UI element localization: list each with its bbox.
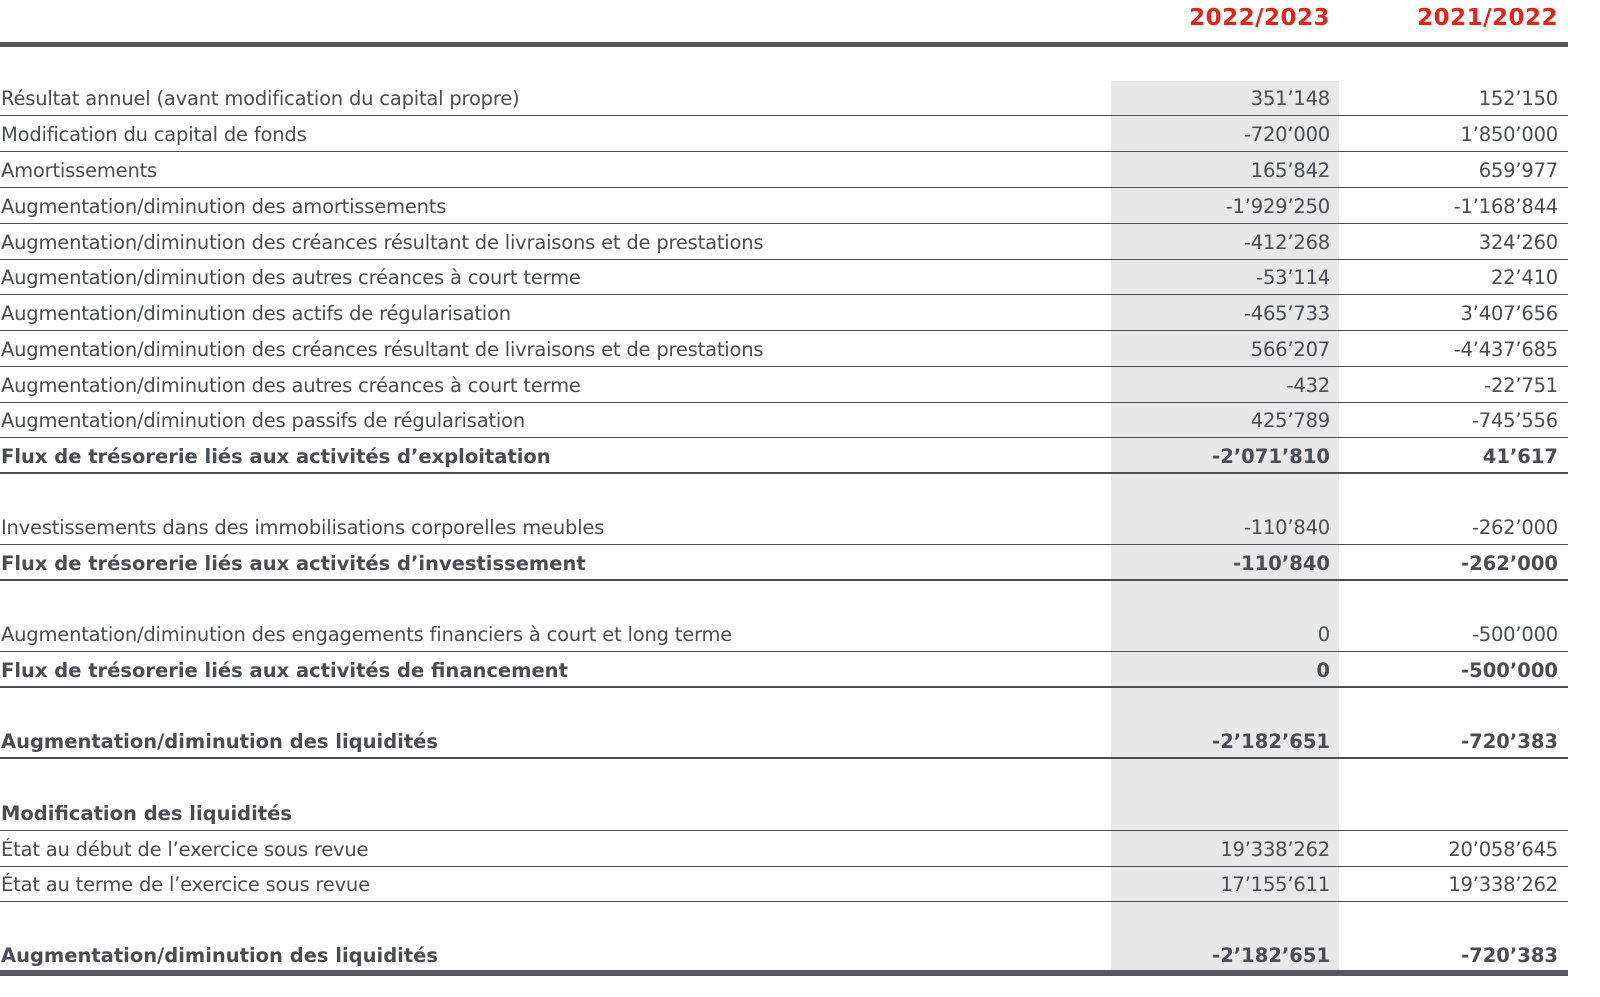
table-row (0, 117, 1568, 152)
value-2022-2023: -465’733 (1243, 302, 1330, 325)
value-2022-2023: 0 (1317, 623, 1330, 646)
table-row (0, 260, 1568, 295)
final-total-row (0, 938, 1568, 973)
row-label: Flux de trésorerie liés aux activités de financement (1, 659, 568, 682)
value-2021-2022: 20’058’645 (1448, 838, 1558, 861)
row-label: Augmentation/diminution des engagements financiers à court et long terme (1, 623, 733, 646)
row-label: Flux de trésorerie liés aux activités d’exploitation (1, 445, 551, 468)
row-label: Amortissements (1, 159, 158, 182)
row-label: Augmentation/diminution des passifs de régularisation (1, 409, 526, 432)
value-2021-2022: -1’168’844 (1453, 195, 1558, 218)
subtotal-row-financing (0, 653, 1568, 688)
table-row (0, 332, 1568, 367)
table-row (0, 296, 1568, 331)
value-2021-2022: -4’437’685 (1453, 338, 1558, 361)
section-heading-row (0, 796, 1568, 831)
value-2021-2022: -262’000 (1471, 516, 1558, 539)
row-label: Augmentation/diminution des créances résultant de livraisons et de prestations (1, 231, 764, 254)
value-2022-2023: -2’182’651 (1212, 944, 1330, 967)
value-2022-2023: -2’182’651 (1212, 730, 1330, 753)
value-2022-2023: 351’148 (1250, 87, 1330, 110)
table-row (0, 867, 1568, 902)
value-2022-2023: 17’155’611 (1220, 873, 1330, 896)
row-label: État au terme de l’exercice sous revue (1, 873, 370, 896)
row-label: Augmentation/diminution des liquidités (1, 730, 438, 753)
column-header-current-year: 2022/2023 (1189, 5, 1330, 31)
subtotal-row-operating (0, 439, 1568, 474)
table-row (0, 403, 1568, 438)
row-label: Flux de trésorerie liés aux activités d’investissement (1, 552, 586, 575)
value-2022-2023: 425’789 (1250, 409, 1330, 432)
value-2021-2022: 41’617 (1482, 445, 1558, 468)
value-2021-2022: 659’977 (1478, 159, 1558, 182)
table-row (0, 189, 1568, 224)
row-label: Augmentation/diminution des liquidités (1, 944, 438, 967)
row-label: Augmentation/diminution des amortissements (1, 195, 447, 218)
value-2022-2023: 0 (1316, 659, 1330, 682)
row-label: État au début de l’exercice sous revue (1, 838, 369, 861)
table-row (0, 832, 1568, 867)
table-row (0, 368, 1568, 403)
table-row (0, 510, 1568, 545)
value-2021-2022: 22’410 (1490, 266, 1558, 289)
value-2022-2023: 566’207 (1250, 338, 1330, 361)
value-2022-2023: -110’840 (1243, 516, 1330, 539)
section-heading: Modification des liquidités (1, 802, 292, 825)
table-row (0, 153, 1568, 188)
value-2021-2022: -262’000 (1461, 552, 1558, 575)
value-2022-2023: -110’840 (1233, 552, 1330, 575)
header-rule (0, 42, 1568, 47)
row-label: Résultat annuel (avant modification du capital propre) (1, 87, 520, 110)
value-2021-2022: 324’260 (1478, 231, 1558, 254)
value-2021-2022: 152’150 (1478, 87, 1558, 110)
footer-rule (0, 970, 1568, 976)
value-2022-2023: -432 (1286, 374, 1330, 397)
subtotal-row-investing (0, 546, 1568, 581)
value-2021-2022: -500’000 (1471, 623, 1558, 646)
value-2021-2022: -745’556 (1471, 409, 1558, 432)
total-row-liquidity-change (0, 724, 1568, 759)
row-label: Investissements dans des immobilisations corporelles meubles (1, 516, 605, 539)
value-2022-2023: -53’114 (1256, 266, 1330, 289)
value-2021-2022: 19’338’262 (1448, 873, 1558, 896)
value-2022-2023: 19’338’262 (1220, 838, 1330, 861)
value-2022-2023: -1’929’250 (1225, 195, 1330, 218)
value-2021-2022: -500’000 (1461, 659, 1558, 682)
value-2021-2022: 3’407’656 (1460, 302, 1558, 325)
value-2021-2022: -720’383 (1461, 944, 1558, 967)
table-row (0, 81, 1568, 116)
row-label: Augmentation/diminution des autres créances à court terme (1, 374, 581, 397)
row-label: Augmentation/diminution des autres créances à court terme (1, 266, 581, 289)
value-2021-2022: -22’751 (1484, 374, 1558, 397)
value-2022-2023: -720’000 (1243, 123, 1330, 146)
value-2022-2023: 165’842 (1250, 159, 1330, 182)
value-2022-2023: -2’071’810 (1212, 445, 1330, 468)
value-2022-2023: -412’268 (1243, 231, 1330, 254)
value-2021-2022: 1’850’000 (1460, 123, 1558, 146)
row-label: Augmentation/diminution des créances résultant de livraisons et de prestations (1, 338, 764, 361)
table-row (0, 617, 1568, 652)
table-row (0, 225, 1568, 260)
column-header-previous-year: 2021/2022 (1417, 5, 1558, 31)
row-label: Modification du capital de fonds (1, 123, 307, 146)
value-2021-2022: -720’383 (1461, 730, 1558, 753)
row-label: Augmentation/diminution des actifs de régularisation (1, 302, 511, 325)
